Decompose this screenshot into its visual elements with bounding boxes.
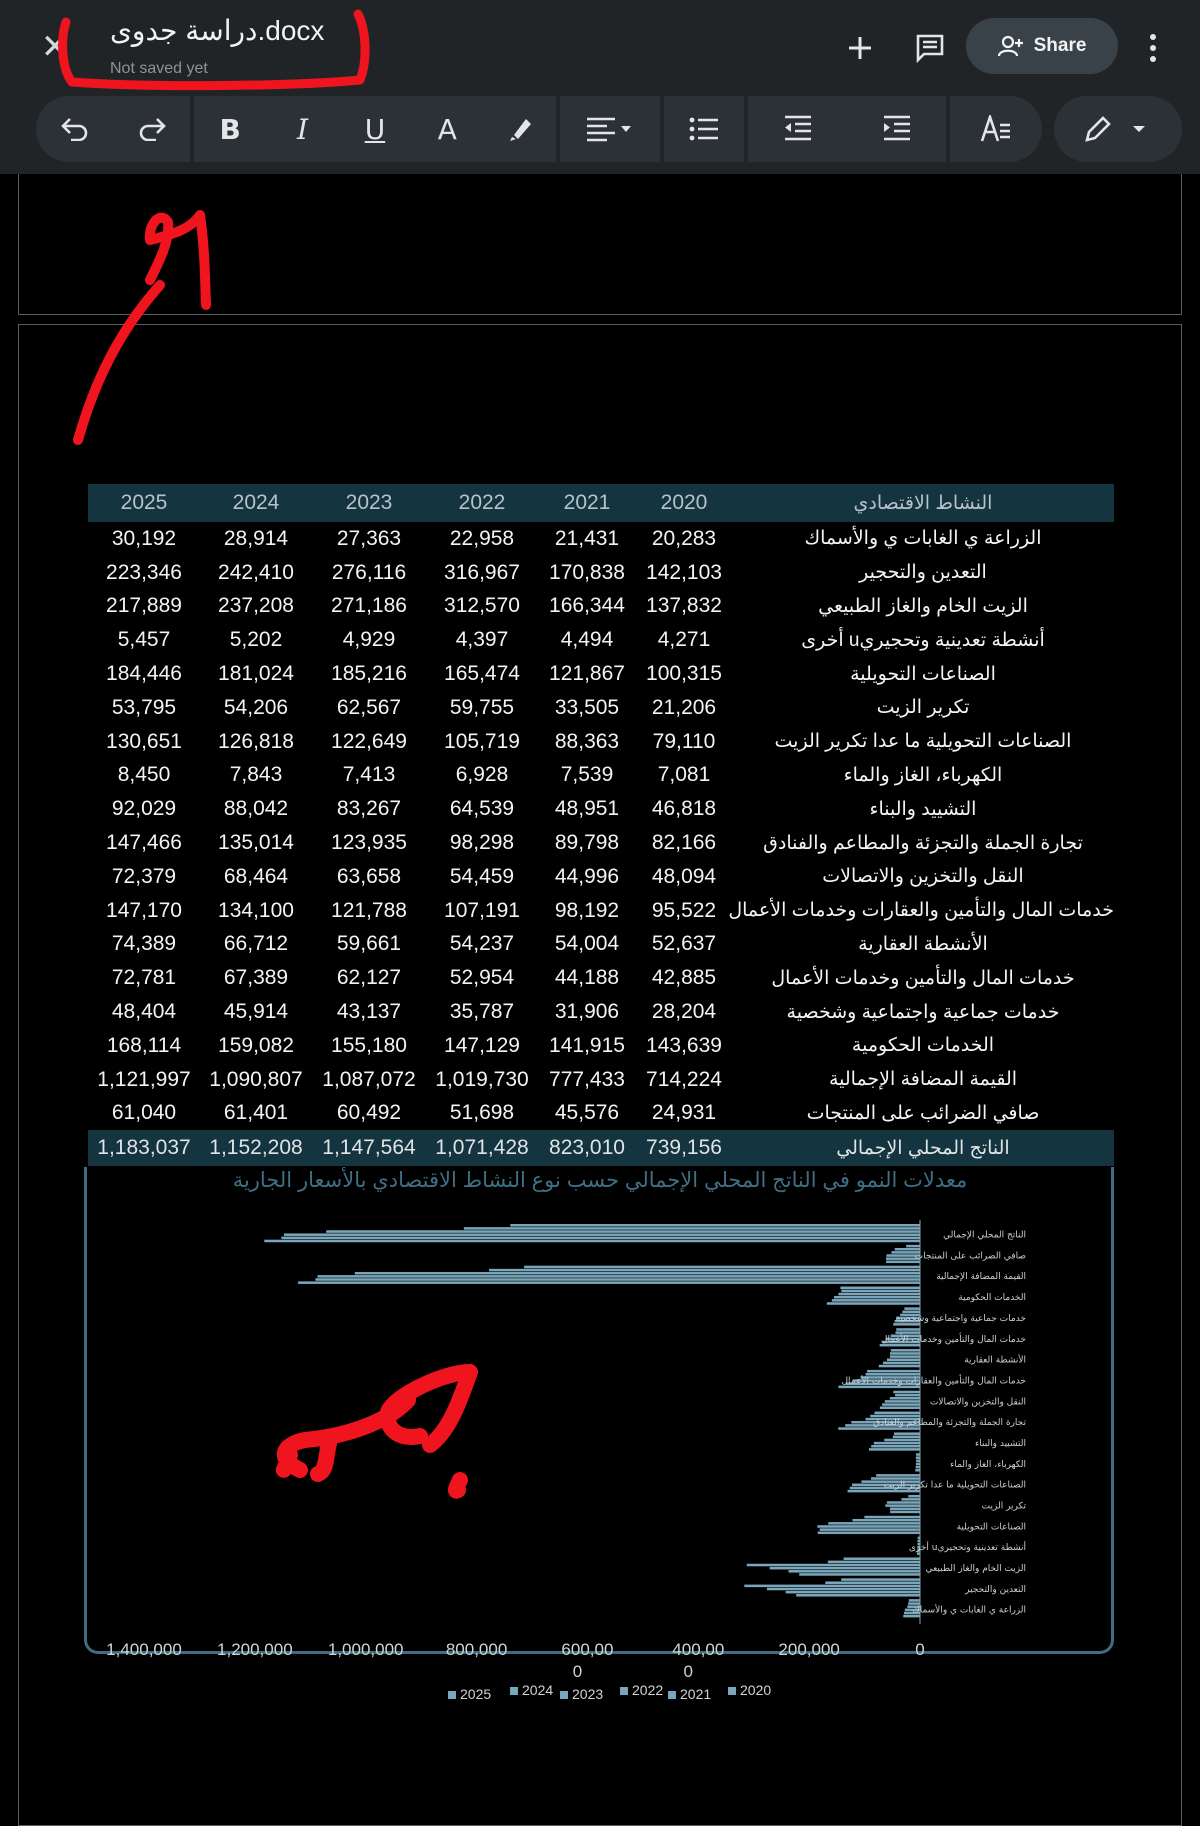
category-label: الصناعات التحويلية ما عدا تكرير الزيت bbox=[883, 1480, 1026, 1491]
table-cell-value: 122,649 bbox=[331, 729, 407, 753]
table-cell-value: 142,103 bbox=[646, 560, 722, 584]
table-cell-value: 54,459 bbox=[449, 864, 515, 888]
close-icon[interactable]: ✕ bbox=[40, 28, 70, 66]
table-cell-value: 83,267 bbox=[336, 797, 402, 821]
chart-bar bbox=[284, 1233, 920, 1236]
table-cell-value: 54,237 bbox=[449, 932, 515, 956]
table-cell-value: 72,781 bbox=[111, 966, 177, 990]
table-cell-value: 1,147,564 bbox=[312, 1130, 426, 1166]
table-cell-value: 44,188 bbox=[554, 966, 620, 990]
table-cell-value: 134,100 bbox=[218, 898, 294, 922]
table-cell-value: 170,838 bbox=[549, 560, 625, 584]
table-cell-value: 88,363 bbox=[554, 729, 620, 753]
table-cell-value: 143,639 bbox=[646, 1033, 722, 1057]
table-cell-value: 35,787 bbox=[449, 1000, 515, 1024]
chart-bar bbox=[874, 1442, 920, 1445]
chart-bar bbox=[876, 1474, 920, 1477]
table-cell-value: 98,192 bbox=[554, 898, 620, 922]
table-cell-value: 242,410 bbox=[218, 560, 294, 584]
chart-bar bbox=[789, 1570, 920, 1573]
category-label: الصناعات التحويلية bbox=[956, 1522, 1026, 1533]
category-label: الكهرباء، الغاز والماء bbox=[950, 1459, 1026, 1470]
chart-bar bbox=[281, 1237, 920, 1240]
chart-bar bbox=[880, 1406, 920, 1409]
category-label: أنشطة تعدينية وتحجيريu أخرى bbox=[908, 1543, 1026, 1554]
chart-bar bbox=[895, 1248, 920, 1251]
chart-bar bbox=[896, 1331, 920, 1334]
table-cell-value: 74,389 bbox=[111, 932, 177, 956]
table-cell-value: 107,191 bbox=[444, 898, 520, 922]
italic-icon[interactable]: I bbox=[297, 112, 309, 146]
table-cell-activity: الزراعة ي الغابات ي والأسماك bbox=[804, 528, 1042, 550]
legend-swatch bbox=[668, 1691, 676, 1699]
table-cell-value: 105,719 bbox=[444, 729, 520, 753]
x-tick-label-wrap: 0 bbox=[572, 1662, 583, 1681]
chart-bar bbox=[767, 1588, 920, 1591]
legend-swatch bbox=[448, 1691, 456, 1699]
table-cell-value: 92,029 bbox=[111, 797, 177, 821]
table-cell-activity: التشييد والبناء bbox=[869, 798, 977, 820]
chart-bar bbox=[894, 1432, 920, 1435]
table-cell-value: 1,019,730 bbox=[435, 1067, 529, 1091]
table-cell-value: 166,344 bbox=[549, 594, 625, 618]
table-cell-value: 168,114 bbox=[106, 1033, 182, 1057]
category-label: الزيت الخام والغاز الطبيعي bbox=[925, 1564, 1026, 1575]
column-header-activity: النشاط الاقتصادي bbox=[732, 484, 1114, 522]
legend-item bbox=[448, 1686, 491, 1702]
chart-bar bbox=[908, 1495, 920, 1498]
chart-bar bbox=[893, 1391, 920, 1394]
chart-bar bbox=[879, 1365, 920, 1368]
underline-icon[interactable]: U bbox=[364, 112, 386, 146]
table-cell-value: 27,363 bbox=[336, 526, 402, 550]
table-cell-value: 4,494 bbox=[560, 628, 614, 652]
chart-bar bbox=[915, 1469, 920, 1472]
table-cell-value: 21,431 bbox=[554, 526, 620, 550]
chart-bar bbox=[770, 1567, 920, 1570]
table-cell-activity: تجارة الجملة والتجزئة والمطاعم والفنادق bbox=[763, 832, 1083, 854]
category-label: خدمات المال والتأمين وخدمات الأعمال bbox=[880, 1334, 1026, 1345]
category-label: الزراعة ي الغابات ي والأسماك bbox=[912, 1605, 1026, 1616]
document-title[interactable]: دراسة جدوى.docx bbox=[110, 15, 325, 46]
table-cell-value: 48,404 bbox=[111, 1000, 177, 1024]
legend-item bbox=[668, 1686, 711, 1702]
legend-label: 2020 bbox=[740, 1682, 772, 1698]
table-cell-value: 5,457 bbox=[117, 628, 171, 652]
table-cell-value: 1,183,037 bbox=[88, 1130, 200, 1166]
category-label: الأنشطة العقارية bbox=[964, 1355, 1026, 1366]
table-cell-activity: الصناعات التحويلية ما عدا تكرير الزيت bbox=[774, 731, 1072, 753]
table-cell-activity: النقل والتخزين والاتصالات bbox=[822, 866, 1024, 888]
table-cell-activity: الزيت الخام والغاز الطبيعي bbox=[818, 595, 1028, 617]
chart-bar bbox=[869, 1448, 920, 1451]
table-cell-value: 45,576 bbox=[554, 1101, 620, 1125]
category-label: صافي الضرائب على المنتجات bbox=[914, 1251, 1026, 1262]
table-cell-value: 714,224 bbox=[646, 1067, 722, 1091]
chart-bar bbox=[890, 1355, 920, 1358]
table-cell-value: 6,928 bbox=[455, 763, 509, 787]
legend-swatch bbox=[620, 1687, 628, 1695]
chart-bar bbox=[489, 1269, 920, 1272]
table-cell-value: 276,116 bbox=[331, 560, 407, 584]
share-label: Share bbox=[1033, 35, 1087, 56]
table-cell-value: 54,206 bbox=[223, 695, 289, 719]
table-cell-value: 46,818 bbox=[651, 797, 717, 821]
legend-swatch bbox=[560, 1691, 568, 1699]
column-header-year: 2022 bbox=[426, 484, 538, 522]
chart-bar bbox=[844, 1557, 920, 1560]
table-cell-value: 48,951 bbox=[554, 797, 620, 821]
table-cell-value: 59,755 bbox=[449, 695, 515, 719]
table-cell-value: 79,110 bbox=[652, 729, 716, 753]
table-cell-activity: صافي الضرائب على المنتجات bbox=[806, 1102, 1040, 1124]
category-label: النقل والتخزين والاتصالات bbox=[929, 1397, 1026, 1408]
category-label: تجارة الجملة والتجزئة والمطاعم والفنادق bbox=[873, 1418, 1026, 1429]
table-cell-value: 123,935 bbox=[331, 831, 407, 855]
table-cell-value: 130,651 bbox=[106, 729, 182, 753]
table-cell-value: 44,996 bbox=[554, 864, 620, 888]
legend-swatch bbox=[510, 1687, 518, 1695]
table-cell-value: 135,014 bbox=[218, 831, 294, 855]
chart-title: معدلات النمو في الناتج المحلي الإجمالي حسب نوع النشاط الاقتصادي بالأسعار الجارية bbox=[232, 1169, 968, 1192]
table-cell-value: 31,906 bbox=[554, 1000, 620, 1024]
table-cell-value: 30,192 bbox=[111, 526, 177, 550]
column-header-year: 2025 bbox=[88, 484, 200, 522]
legend-label: 2024 bbox=[522, 1682, 554, 1698]
table-cell-value: 82,166 bbox=[651, 831, 717, 855]
table-cell-value: 237,208 bbox=[218, 594, 294, 618]
table-cell-value: 88,042 bbox=[223, 797, 289, 821]
table-cell-value: 121,867 bbox=[549, 662, 625, 686]
chart-bar bbox=[867, 1370, 920, 1373]
chart-bar bbox=[827, 1302, 920, 1305]
table-cell-value: 66,712 bbox=[223, 932, 289, 956]
table-cell-activity: خدمات المال والتأمين والعقارات وخدمات الأعمال bbox=[728, 900, 1114, 922]
chart-bar bbox=[901, 1498, 920, 1501]
table-cell-value: 7,081 bbox=[657, 763, 711, 787]
table-cell-activity: الكهرباء، الغاز والماء bbox=[843, 764, 1003, 786]
table-cell-activity: تكرير الزيت bbox=[876, 697, 970, 719]
chart-bar bbox=[747, 1564, 920, 1567]
chart-bar bbox=[786, 1591, 920, 1594]
table-cell-value: 21,206 bbox=[651, 695, 717, 719]
legend-item bbox=[728, 1682, 771, 1698]
chart-bar bbox=[834, 1296, 920, 1299]
table-cell-value: 823,010 bbox=[538, 1130, 636, 1166]
table-cell-value: 137,832 bbox=[646, 594, 722, 618]
chart-bar bbox=[890, 1508, 920, 1511]
category-label: التعدين والتحجير bbox=[965, 1584, 1026, 1595]
chart-bar bbox=[355, 1272, 920, 1275]
chart-bar bbox=[820, 1528, 920, 1531]
table-cell-value: 217,889 bbox=[106, 594, 182, 618]
table-cell-value: 61,040 bbox=[111, 1101, 177, 1125]
table-cell-value: 64,539 bbox=[449, 797, 515, 821]
chart-bar bbox=[916, 1456, 920, 1459]
text-color-icon[interactable]: A bbox=[437, 112, 457, 146]
bold-icon[interactable]: B bbox=[219, 112, 241, 146]
table-cell-value: 95,522 bbox=[651, 898, 717, 922]
chart-bar bbox=[882, 1403, 920, 1406]
chart-bar bbox=[841, 1578, 920, 1581]
chart-bar bbox=[916, 1453, 920, 1456]
table-cell-value: 59,661 bbox=[336, 932, 402, 956]
chart-bar bbox=[904, 1307, 920, 1310]
table-cell-value: 68,464 bbox=[223, 864, 289, 888]
table-cell-activity: أنشطة تعدينية وتحجيريu أخرى bbox=[801, 629, 1045, 651]
chart-bar bbox=[918, 1537, 920, 1540]
category-label: الخدمات الحكومية bbox=[958, 1293, 1026, 1304]
chart-bar bbox=[840, 1287, 920, 1290]
chart-bar bbox=[874, 1412, 920, 1415]
chart-bar bbox=[890, 1511, 920, 1514]
table-cell-value: 126,818 bbox=[218, 729, 294, 753]
table-cell-value: 60,492 bbox=[336, 1101, 402, 1125]
table-cell-value: 147,170 bbox=[106, 898, 182, 922]
x-tick-label: 1,400,000 bbox=[106, 1640, 182, 1659]
x-tick-label: 200,000 bbox=[778, 1640, 840, 1659]
x-tick-label: 1,200,000 bbox=[217, 1640, 293, 1659]
chart-bar bbox=[828, 1561, 920, 1564]
chart-bar bbox=[909, 1599, 920, 1602]
chart-bar bbox=[838, 1293, 920, 1296]
table-cell-value: 63,658 bbox=[336, 864, 402, 888]
chart-bar bbox=[326, 1230, 920, 1233]
chart-bar bbox=[828, 1522, 920, 1525]
chart-bar bbox=[916, 1460, 920, 1463]
table-cell-value: 24,931 bbox=[651, 1101, 717, 1125]
table-cell-value: 98,298 bbox=[449, 831, 515, 855]
table-cell-value: 33,505 bbox=[554, 695, 620, 719]
column-header-year: 2020 bbox=[636, 484, 732, 522]
category-label: القيمة المضافة الإجمالية bbox=[936, 1272, 1026, 1283]
chart-bar bbox=[884, 1439, 920, 1442]
table-cell-value: 316,967 bbox=[444, 560, 520, 584]
table-cell-value: 8,450 bbox=[117, 763, 171, 787]
chart-bar bbox=[799, 1573, 920, 1576]
chart-bar bbox=[298, 1281, 920, 1284]
chart-bar bbox=[864, 1516, 920, 1519]
table-cell-activity: القيمة المضافة الإجمالية bbox=[828, 1069, 1018, 1091]
chart-bar bbox=[896, 1328, 920, 1331]
table-cell-activity: الناتج المحلي الإجمالي bbox=[732, 1130, 1114, 1166]
table-cell-value: 1,071,428 bbox=[426, 1130, 538, 1166]
table-cell-value: 165,474 bbox=[444, 662, 520, 686]
table-cell-value: 739,156 bbox=[636, 1130, 732, 1166]
table-cell-value: 7,843 bbox=[229, 763, 283, 787]
category-label: خدمات جماعية واجتماعية وشخصية bbox=[895, 1313, 1026, 1324]
chart-bar bbox=[464, 1227, 920, 1230]
chart-bar bbox=[895, 1394, 920, 1397]
category-label: التشييد والبناء bbox=[975, 1438, 1026, 1449]
chart-bar bbox=[890, 1352, 920, 1355]
table-cell-value: 4,397 bbox=[455, 628, 509, 652]
table-cell-value: 100,315 bbox=[646, 662, 722, 686]
table-cell-value: 52,954 bbox=[449, 966, 515, 990]
table-cell-value: 61,401 bbox=[223, 1101, 289, 1125]
table-cell-value: 181,024 bbox=[218, 662, 294, 686]
chart-bar bbox=[264, 1240, 920, 1243]
table-cell-value: 28,914 bbox=[223, 526, 289, 550]
table-cell-activity: خدمات المال والتأمين وخدمات الأعمال bbox=[771, 967, 1075, 989]
table-cell-value: 4,271 bbox=[657, 628, 711, 652]
table-cell-activity: الصناعات التحويلية bbox=[850, 663, 996, 685]
table-cell-value: 1,121,997 bbox=[97, 1067, 191, 1091]
legend-label: 2022 bbox=[632, 1682, 664, 1698]
table-cell-activity: الخدمات الحكومية bbox=[851, 1035, 995, 1057]
x-tick-label: 0 bbox=[915, 1640, 925, 1659]
chart-bar bbox=[524, 1266, 920, 1269]
chart-bar bbox=[825, 1581, 920, 1584]
table-cell-value: 1,087,072 bbox=[322, 1067, 416, 1091]
chart-bar bbox=[906, 1245, 920, 1248]
x-tick-label-wrap: 0 bbox=[683, 1662, 694, 1681]
table-cell-value: 121,788 bbox=[331, 898, 407, 922]
table-cell-value: 159,082 bbox=[218, 1033, 294, 1057]
chart-bar bbox=[883, 1362, 920, 1365]
table-cell-value: 48,094 bbox=[651, 864, 717, 888]
chart-bar bbox=[841, 1290, 920, 1293]
table-cell-value: 53,795 bbox=[111, 695, 177, 719]
chart-bar bbox=[818, 1531, 920, 1534]
table-cell-value: 4,929 bbox=[342, 628, 396, 652]
table-cell-value: 141,915 bbox=[549, 1033, 625, 1057]
table-cell-value: 52,637 bbox=[651, 932, 717, 956]
chart-bar bbox=[890, 1397, 920, 1400]
table-cell-value: 62,567 bbox=[336, 695, 402, 719]
table-cell-value: 7,539 bbox=[560, 763, 614, 787]
table-cell-value: 51,698 bbox=[449, 1101, 515, 1125]
chart-bar bbox=[832, 1299, 920, 1302]
table-cell-activity: الأنشطة العقارية bbox=[858, 933, 988, 955]
chart-bar bbox=[893, 1436, 920, 1439]
chart-bar bbox=[902, 1311, 920, 1314]
table-cell-activity: خدمات جماعية واجتماعية وشخصية bbox=[786, 1001, 1060, 1023]
chart-bar bbox=[870, 1415, 920, 1418]
chart-bar bbox=[887, 1358, 920, 1361]
table-cell-value: 72,379 bbox=[111, 864, 177, 888]
column-header-year: 2024 bbox=[200, 484, 312, 522]
chart-bar bbox=[916, 1466, 920, 1469]
chart-bar bbox=[796, 1594, 920, 1597]
table-cell-value: 185,216 bbox=[331, 662, 407, 686]
chart-bar bbox=[891, 1349, 920, 1352]
chart-bar bbox=[852, 1519, 920, 1522]
legend-item bbox=[510, 1682, 553, 1698]
table-cell-value: 184,446 bbox=[106, 662, 182, 686]
table-cell-value: 5,202 bbox=[229, 628, 283, 652]
chart-bar bbox=[885, 1504, 920, 1507]
chart-bar bbox=[315, 1278, 920, 1281]
table-cell-value: 147,466 bbox=[106, 831, 182, 855]
category-label: الناتج المحلي الإجمالي bbox=[943, 1230, 1026, 1241]
table-cell-value: 1,090,807 bbox=[209, 1067, 303, 1091]
table-cell-value: 45,914 bbox=[223, 1000, 289, 1024]
table-cell-value: 28,204 bbox=[651, 1000, 717, 1024]
table-cell-value: 147,129 bbox=[444, 1033, 520, 1057]
chart-bar bbox=[885, 1400, 920, 1403]
table-cell-activity: التعدين والتحجير bbox=[859, 562, 987, 584]
chart-bar bbox=[866, 1373, 920, 1376]
table-cell-value: 155,180 bbox=[331, 1033, 407, 1057]
chart-bar bbox=[871, 1477, 920, 1480]
legend-swatch bbox=[728, 1687, 736, 1695]
chart-bar bbox=[918, 1540, 920, 1543]
table-cell-value: 54,004 bbox=[554, 932, 620, 956]
chart-bar bbox=[317, 1275, 920, 1278]
chart-bar bbox=[510, 1224, 920, 1227]
chart-bar bbox=[916, 1463, 920, 1466]
category-label: تكرير الزيت bbox=[981, 1501, 1026, 1512]
table-cell-value: 312,570 bbox=[444, 594, 520, 618]
table-cell-value: 43,137 bbox=[336, 1000, 402, 1024]
chart-bar bbox=[871, 1445, 920, 1448]
column-header-year: 2021 bbox=[538, 484, 636, 522]
table-cell-value: 42,885 bbox=[651, 966, 717, 990]
chart-bar bbox=[744, 1585, 920, 1588]
table-cell-value: 271,186 bbox=[331, 594, 407, 618]
x-tick-label: 600,00 bbox=[561, 1640, 614, 1659]
legend-label: 2025 bbox=[460, 1686, 492, 1702]
table-cell-value: 67,389 bbox=[223, 966, 289, 990]
chart-bar bbox=[887, 1501, 920, 1504]
legend-item bbox=[560, 1686, 603, 1702]
x-tick-label: 1,000,000 bbox=[327, 1640, 404, 1659]
table-cell-value: 223,346 bbox=[106, 560, 182, 584]
x-tick-label: 400,00 bbox=[672, 1640, 725, 1659]
legend-label: 2021 bbox=[680, 1686, 712, 1702]
table-cell-value: 1,152,208 bbox=[200, 1130, 312, 1166]
legend-item bbox=[620, 1682, 663, 1698]
column-header-year: 2023 bbox=[312, 484, 426, 522]
legend-label: 2023 bbox=[572, 1686, 604, 1702]
table-cell-value: 89,798 bbox=[554, 831, 620, 855]
x-tick-label: 800,000 bbox=[445, 1640, 508, 1659]
table-cell-value: 7,413 bbox=[342, 763, 396, 787]
table-cell-value: 22,958 bbox=[449, 526, 515, 550]
table-cell-value: 20,283 bbox=[651, 526, 717, 550]
table-cell-value: 62,127 bbox=[336, 966, 402, 990]
table-cell-value: 777,433 bbox=[549, 1067, 625, 1091]
chart-bar bbox=[908, 1602, 920, 1605]
chart-bar bbox=[817, 1525, 920, 1528]
save-status: Not saved yet bbox=[110, 60, 208, 77]
category-label: خدمات المال والتأمين والعقارات وخدمات الأعمال bbox=[841, 1376, 1026, 1387]
